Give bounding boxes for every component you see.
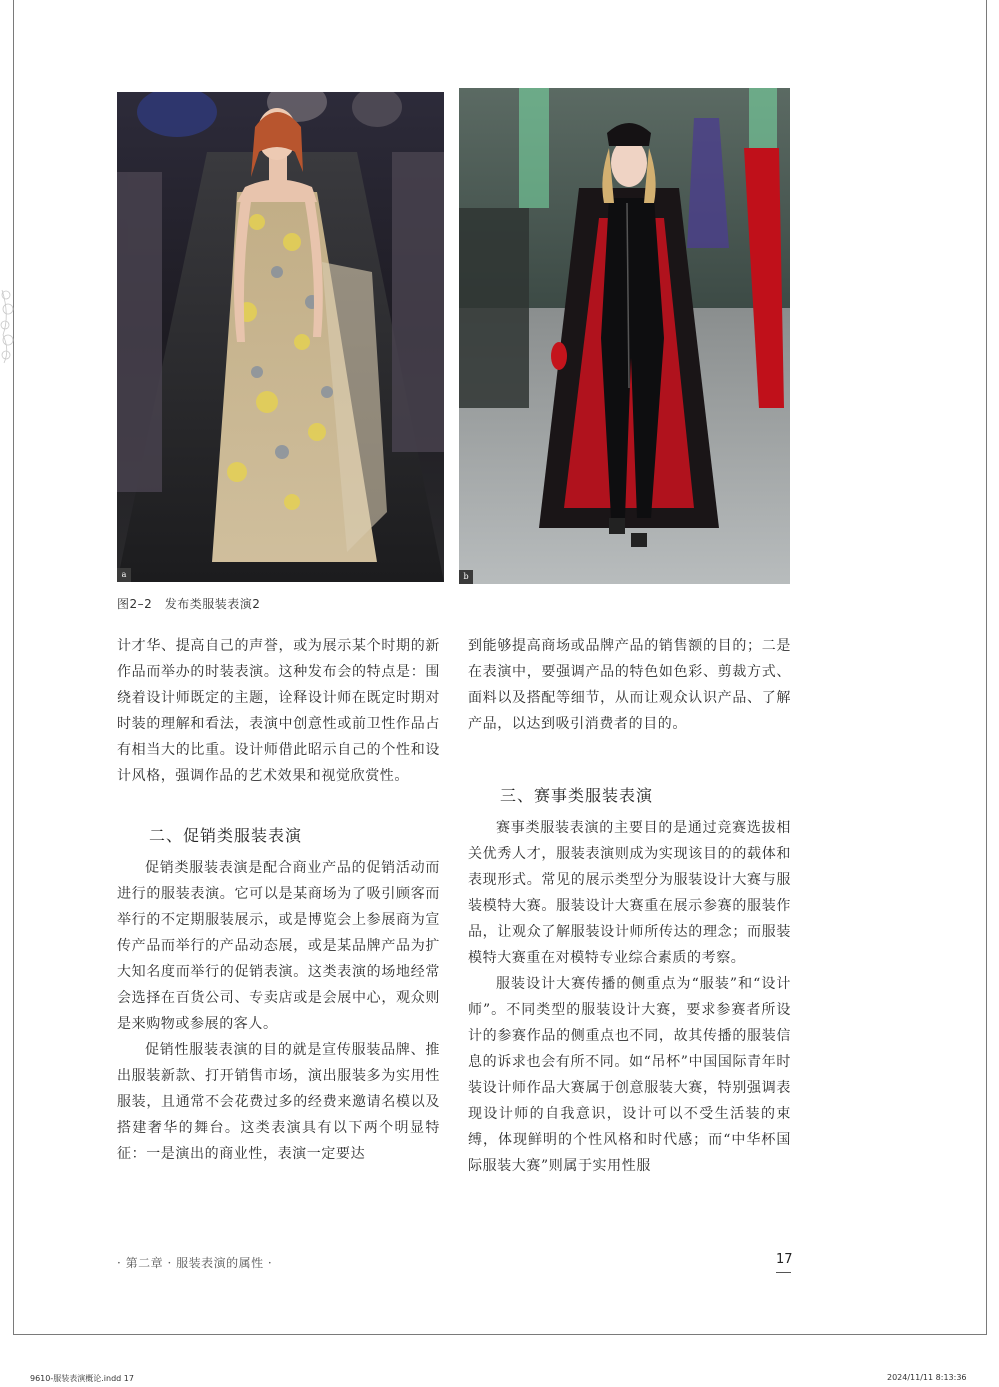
floral-ornament-icon [0, 285, 14, 365]
section-heading-competition: 三、赛事类服装表演 [500, 786, 654, 805]
print-slug-file: 9610-服装表演概论.indd 17 [30, 1374, 134, 1383]
left-column [117, 633, 440, 1167]
right-column [468, 633, 791, 1179]
panel-label-b: b [459, 570, 473, 584]
body-paragraph: 促销性服装表演的目的就是宣传服装品牌、推出服装新款、打开销售市场，演出服装多为实用性服装，且通常不会花费过多的经费来邀请名模以及搭建奢华的舞台。这类表演具有以下两个明显特征：一是演出的商业性，表演一定要达 [117, 1042, 440, 1162]
page-number-rule [776, 1272, 791, 1273]
body-paragraph: 计才华、提高自己的声誉，或为展示某个时期的新作品而举办的时装表演。这种发布会的特点是：围绕着设计师既定的主题，诠释设计师在既定时期对时装的理解和看法，表演中创意性或前卫性作品占有相当大的比重。设计师借此昭示自己的个性和设计风格，强调作品的艺术效果和视觉欣赏性。 [117, 638, 440, 784]
page-number: 17 [776, 1252, 793, 1267]
section-heading-promotional: 二、促销类服装表演 [149, 826, 303, 845]
page-trim-bottom [13, 1334, 987, 1335]
figure-caption: 图2–2 发布类服装表演2 [117, 597, 261, 611]
page-trim-left [13, 0, 14, 1335]
body-paragraph: 到能够提高商场或品牌产品的销售额的目的；二是在表演中，要强调产品的特色如色彩、剪裁方式、面料以及搭配等细节，从而让观众认识产品、了解产品，以达到吸引消费者的目的。 [468, 638, 791, 732]
body-paragraph: 赛事类服装表演的主要目的是通过竞赛选拔相关优秀人才，服装表演则成为实现该目的的载体和表现形式。常见的展示类型分为服装设计大赛与服装模特大赛。服装设计大赛重在展示参赛的服装作品，让观众了解服装设计师所传达的理念；而服装模特大赛重在对模特专业综合素质的考察。 [468, 820, 791, 966]
figure-photo-a-floral-gown [117, 92, 444, 582]
body-paragraph: 促销类服装表演是配合商业产品的促销活动而进行的服装表演。它可以是某商场为了吸引顾客而举行的不定期服装展示，或是博览会上参展商为宣传产品而举行的产品动态展，或是某品牌产品为扩大知名度而举行的促销表演。这类表演的场地经常会选择在百货公司、专卖店或是会展中心，观众则是来购物或参展的客人。 [117, 860, 440, 1032]
running-head-chapter: · 第二章 · 服装表演的属性 · [117, 1256, 273, 1270]
figure-photo-b-black-latex-look [459, 88, 790, 584]
body-paragraph: 服装设计大赛传播的侧重点为“服装”和“设计师”。不同类型的服装设计大赛，要求参赛者所设计的参赛作品的侧重点也不同，故其传播的服装信息的诉求也会有所不同。如“吊杯”中国国际青年时装设计师作品大赛属于创意服装大赛，特别强调表现设计师的自我意识，设计可以不受生活装的束缚，体现鲜明的个性风格和时代感；而“中华杯国际服装大赛”则属于实用性服 [468, 976, 791, 1174]
panel-label-a: a [117, 568, 131, 582]
page-trim-right [986, 0, 987, 1335]
print-slug-timestamp: 2024/11/11 8:13:36 [887, 1373, 967, 1382]
